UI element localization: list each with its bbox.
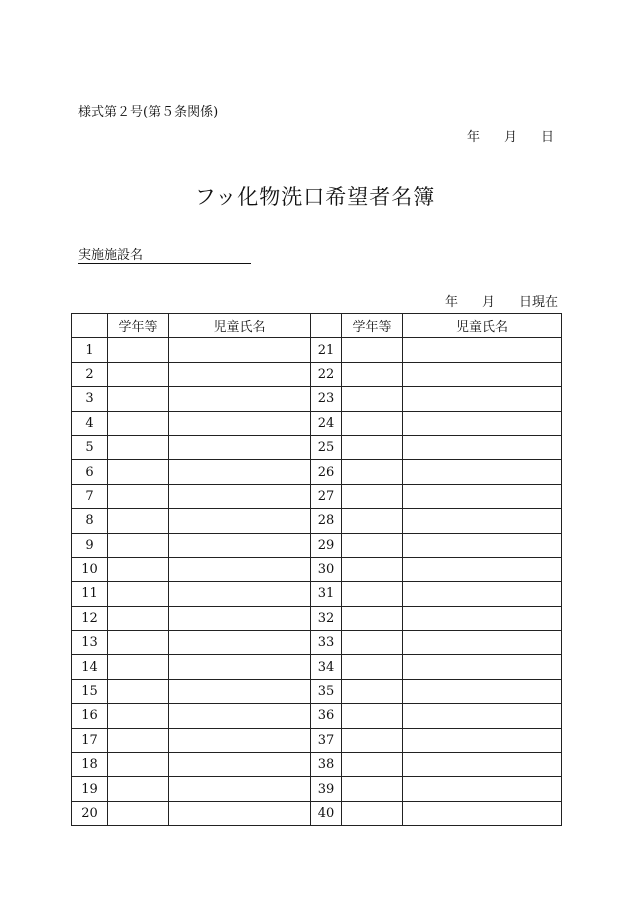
grade-cell-left[interactable] [108, 557, 169, 581]
grade-cell-left[interactable] [108, 484, 169, 508]
name-cell-left[interactable] [169, 801, 311, 825]
row-number-right: 39 [311, 777, 342, 801]
grade-cell-left[interactable] [108, 509, 169, 533]
name-cell-right[interactable] [403, 509, 562, 533]
row-number-left: 1 [72, 338, 108, 362]
grade-cell-left[interactable] [108, 411, 169, 435]
row-number-left: 8 [72, 509, 108, 533]
grade-cell-right[interactable] [342, 509, 403, 533]
table-row [72, 435, 562, 459]
table-row [72, 777, 562, 801]
name-cell-left[interactable] [169, 753, 311, 777]
as-of-year-label: 年 [444, 295, 458, 310]
row-number-left: 17 [72, 728, 108, 752]
grade-cell-left[interactable] [108, 606, 169, 630]
name-cell-left[interactable] [169, 362, 311, 386]
row-number-left: 16 [72, 704, 108, 728]
name-cell-right[interactable] [403, 704, 562, 728]
name-cell-right[interactable] [403, 533, 562, 557]
row-number-right: 29 [311, 533, 342, 557]
name-cell-right[interactable] [403, 655, 562, 679]
row-number-left: 9 [72, 533, 108, 557]
grade-cell-right[interactable] [342, 460, 403, 484]
table-row [72, 557, 562, 581]
name-cell-left[interactable] [169, 411, 311, 435]
row-number-left: 5 [72, 435, 108, 459]
date-line [467, 126, 554, 145]
as-of-day-label: 日現在 [518, 295, 558, 310]
grade-cell-right[interactable] [342, 704, 403, 728]
grade-cell-left[interactable] [108, 631, 169, 655]
name-cell-left[interactable] [169, 435, 311, 459]
name-cell-left[interactable] [169, 679, 311, 703]
name-cell-right[interactable] [403, 557, 562, 581]
header-grade-left: 学年等 [108, 314, 169, 338]
grade-cell-right[interactable] [342, 387, 403, 411]
row-number-right: 34 [311, 655, 342, 679]
grade-cell-left[interactable] [108, 435, 169, 459]
name-cell-left[interactable] [169, 460, 311, 484]
row-number-right: 23 [311, 387, 342, 411]
row-number-right: 27 [311, 484, 342, 508]
name-cell-left[interactable] [169, 484, 311, 508]
name-cell-right[interactable] [403, 728, 562, 752]
row-number-left: 15 [72, 679, 108, 703]
facility-label: 実施施設名 [78, 248, 144, 263]
name-cell-right[interactable] [403, 362, 562, 386]
grade-cell-right[interactable] [342, 557, 403, 581]
grade-cell-right[interactable] [342, 484, 403, 508]
row-number-right: 24 [311, 411, 342, 435]
table-row [72, 411, 562, 435]
form-number: 様式第２号(第５条関係) [78, 105, 219, 120]
table-row [72, 362, 562, 386]
grade-cell-left[interactable] [108, 704, 169, 728]
table-row [72, 533, 562, 557]
facility-field [78, 244, 251, 264]
header-number-left [72, 314, 108, 338]
row-number-left: 10 [72, 557, 108, 581]
document-title: フッ化物洗口希望者名簿 [194, 185, 436, 209]
header-number-right [311, 314, 342, 338]
date-year-label: 年 [466, 130, 480, 145]
table-row [72, 728, 562, 752]
table-row [72, 582, 562, 606]
row-number-left: 4 [72, 411, 108, 435]
name-cell-right[interactable] [403, 484, 562, 508]
table-row [72, 606, 562, 630]
date-day-label: 日 [540, 130, 554, 145]
row-number-left: 6 [72, 460, 108, 484]
table-row [72, 484, 562, 508]
grade-cell-right[interactable] [342, 631, 403, 655]
table-row [72, 387, 562, 411]
grade-cell-right[interactable] [342, 753, 403, 777]
row-number-right: 36 [311, 704, 342, 728]
row-number-left: 7 [72, 484, 108, 508]
grade-cell-left[interactable] [108, 777, 169, 801]
grade-cell-right[interactable] [342, 655, 403, 679]
as-of-month-label: 月 [481, 295, 495, 310]
row-number-right: 38 [311, 753, 342, 777]
grade-cell-right[interactable] [342, 777, 403, 801]
name-cell-left[interactable] [169, 509, 311, 533]
row-number-left: 20 [72, 801, 108, 825]
name-cell-right[interactable] [403, 338, 562, 362]
name-cell-left[interactable] [169, 533, 311, 557]
grade-cell-right[interactable] [342, 338, 403, 362]
name-cell-left[interactable] [169, 777, 311, 801]
table-row [72, 655, 562, 679]
facility-input-line[interactable] [143, 249, 251, 264]
row-number-left: 13 [72, 631, 108, 655]
header-grade-right: 学年等 [342, 314, 403, 338]
grade-cell-right[interactable] [342, 679, 403, 703]
row-number-left: 19 [72, 777, 108, 801]
row-number-left: 14 [72, 655, 108, 679]
name-cell-right[interactable] [403, 582, 562, 606]
row-number-left: 3 [72, 387, 108, 411]
row-number-right: 40 [311, 801, 342, 825]
name-cell-left[interactable] [169, 387, 311, 411]
grade-cell-left[interactable] [108, 655, 169, 679]
name-cell-left[interactable] [169, 704, 311, 728]
name-cell-right[interactable] [403, 631, 562, 655]
name-cell-right[interactable] [403, 679, 562, 703]
row-number-right: 22 [311, 362, 342, 386]
name-cell-right[interactable] [403, 801, 562, 825]
name-cell-right[interactable] [403, 777, 562, 801]
name-cell-left[interactable] [169, 655, 311, 679]
name-cell-left[interactable] [169, 338, 311, 362]
grade-cell-right[interactable] [342, 533, 403, 557]
table-row [72, 753, 562, 777]
grade-cell-right[interactable] [342, 582, 403, 606]
row-number-left: 12 [72, 606, 108, 630]
grade-cell-left[interactable] [108, 753, 169, 777]
name-cell-left[interactable] [169, 582, 311, 606]
table-row [72, 704, 562, 728]
name-cell-right[interactable] [403, 387, 562, 411]
row-number-left: 18 [72, 753, 108, 777]
grade-cell-left[interactable] [108, 679, 169, 703]
name-cell-left[interactable] [169, 557, 311, 581]
table-row [72, 509, 562, 533]
name-cell-right[interactable] [403, 435, 562, 459]
table-row [72, 631, 562, 655]
name-cell-right[interactable] [403, 606, 562, 630]
date-month-label: 月 [503, 130, 517, 145]
grade-cell-right[interactable] [342, 362, 403, 386]
grade-cell-right[interactable] [342, 728, 403, 752]
grade-cell-left[interactable] [108, 801, 169, 825]
name-cell-right[interactable] [403, 411, 562, 435]
grade-cell-left[interactable] [108, 460, 169, 484]
grade-cell-left[interactable] [108, 582, 169, 606]
table-row [72, 460, 562, 484]
name-cell-right[interactable] [403, 753, 562, 777]
name-cell-right[interactable] [403, 460, 562, 484]
name-cell-left[interactable] [169, 631, 311, 655]
grade-cell-right[interactable] [342, 411, 403, 435]
name-cell-left[interactable] [169, 606, 311, 630]
header-name-left: 児童氏名 [169, 314, 311, 338]
table-row [72, 801, 562, 825]
row-number-right: 25 [311, 435, 342, 459]
row-number-left: 11 [72, 582, 108, 606]
grade-cell-right[interactable] [342, 435, 403, 459]
table-row [72, 338, 562, 362]
row-number-right: 32 [311, 606, 342, 630]
row-number-right: 26 [311, 460, 342, 484]
header-name-right: 児童氏名 [403, 314, 562, 338]
header-row [72, 314, 562, 338]
grade-cell-left[interactable] [108, 728, 169, 752]
roster-table [71, 313, 562, 826]
table-row [72, 679, 562, 703]
grade-cell-left[interactable] [108, 362, 169, 386]
row-number-right: 31 [311, 582, 342, 606]
name-cell-left[interactable] [169, 728, 311, 752]
row-number-right: 21 [311, 338, 342, 362]
grade-cell-right[interactable] [342, 606, 403, 630]
row-number-right: 30 [311, 557, 342, 581]
grade-cell-left[interactable] [108, 387, 169, 411]
grade-cell-left[interactable] [108, 533, 169, 557]
row-number-right: 28 [311, 509, 342, 533]
as-of-date [445, 291, 558, 310]
row-number-right: 35 [311, 679, 342, 703]
row-number-left: 2 [72, 362, 108, 386]
grade-cell-right[interactable] [342, 801, 403, 825]
row-number-right: 33 [311, 631, 342, 655]
row-number-right: 37 [311, 728, 342, 752]
grade-cell-left[interactable] [108, 338, 169, 362]
